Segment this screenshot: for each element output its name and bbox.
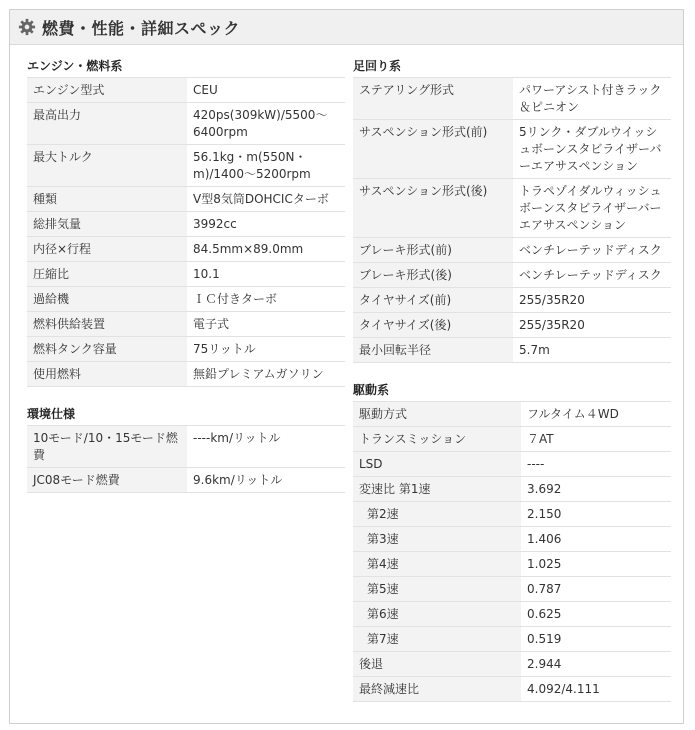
spec-value: 84.5mm×89.0mm [187, 237, 345, 262]
spec-label: エンジン型式 [27, 78, 187, 103]
spec-label: 第3速 [353, 527, 521, 552]
spec-label: 種類 [27, 187, 187, 212]
spec-row [353, 263, 671, 288]
spec-value: 255/35R20 [513, 288, 671, 313]
left-column [27, 55, 345, 493]
spec-table [353, 77, 671, 363]
spec-value: 3.692 [521, 477, 671, 502]
spec-row [353, 338, 671, 363]
spec-value: フルタイム４WD [521, 402, 671, 427]
spec-row [353, 179, 671, 238]
spec-label: 10モード/10・15モード燃費 [27, 426, 187, 468]
spec-value: ベンチレーテッドディスク [513, 238, 671, 263]
page-title: 燃費・性能・詳細スペック [42, 18, 241, 38]
spec-label: 内径×行程 [27, 237, 187, 262]
spec-label: 後退 [353, 652, 521, 677]
spec-value: ---- [521, 452, 671, 477]
spec-value: 1.025 [521, 552, 671, 577]
spec-value: 0.625 [521, 602, 671, 627]
spec-row [27, 78, 345, 103]
spec-label: JC08モード燃費 [27, 468, 187, 493]
spec-row [27, 312, 345, 337]
spec-table [27, 77, 345, 387]
spec-row [353, 627, 671, 652]
spec-value: 2.150 [521, 502, 671, 527]
section-title: 環境仕様 [27, 407, 76, 421]
spec-row [353, 577, 671, 602]
spec-row [27, 145, 345, 187]
spec-label: 第5速 [353, 577, 521, 602]
spec-label: 最大トルク [27, 145, 187, 187]
spec-value: 5リンク・ダブルウイッシュボーンスタビライザーバーエアサスペンション [513, 120, 671, 179]
spec-row [27, 468, 345, 493]
spec-label: 第2速 [353, 502, 521, 527]
spec-row [353, 402, 671, 427]
spec-table [353, 401, 671, 702]
spec-row [353, 120, 671, 179]
spec-value: 10.1 [187, 262, 345, 287]
spec-row [27, 426, 345, 468]
spec-label: トランスミッション [353, 427, 521, 452]
spec-label: 第7速 [353, 627, 521, 652]
spec-row [353, 677, 671, 702]
spec-value: 3992cc [187, 212, 345, 237]
spec-row [353, 78, 671, 120]
spec-label: 過給機 [27, 287, 187, 312]
spec-label: ステアリング形式 [353, 78, 513, 120]
spec-label: 駆動方式 [353, 402, 521, 427]
spec-label: 圧縮比 [27, 262, 187, 287]
spec-label: タイヤサイズ(後) [353, 313, 513, 338]
spec-label: 変速比 第1速 [353, 477, 521, 502]
spec-row [27, 362, 345, 387]
spec-row [353, 527, 671, 552]
spec-label: 第6速 [353, 602, 521, 627]
spec-value: 420ps(309kW)/5500～6400rpm [187, 103, 345, 145]
section-title: エンジン・燃料系 [27, 59, 123, 73]
panel-header [10, 10, 683, 45]
spec-value: 電子式 [187, 312, 345, 337]
spec-row [27, 187, 345, 212]
right-column [353, 55, 671, 702]
spec-value: 無鉛プレミアムガソリン [187, 362, 345, 387]
spec-value: パワーアシスト付きラック＆ピニオン [513, 78, 671, 120]
spec-label: 最終減速比 [353, 677, 521, 702]
spec-label: サスペンション形式(後) [353, 179, 513, 238]
spec-label: 総排気量 [27, 212, 187, 237]
spec-label: 使用燃料 [27, 362, 187, 387]
spec-row [353, 238, 671, 263]
spec-row [27, 262, 345, 287]
spec-value: ７AT [521, 427, 671, 452]
gear-icon [18, 18, 36, 36]
spec-value: 56.1kg・m(550N・m)/1400～5200rpm [187, 145, 345, 187]
spec-value: 5.7m [513, 338, 671, 363]
spec-panel [9, 9, 684, 724]
spec-row [27, 287, 345, 312]
spec-value: トラペゾイダルウィッシュボーンスタビライザーバーエアサスペンション [513, 179, 671, 238]
spec-row [27, 337, 345, 362]
spec-value: ベンチレーテッドディスク [513, 263, 671, 288]
spec-label: 最高出力 [27, 103, 187, 145]
spec-row [353, 652, 671, 677]
spec-label: サスペンション形式(前) [353, 120, 513, 179]
spec-row [27, 103, 345, 145]
spec-value: 255/35R20 [513, 313, 671, 338]
spec-table [27, 425, 345, 493]
spec-label: 燃料供給装置 [27, 312, 187, 337]
spec-row [353, 288, 671, 313]
spec-label: 燃料タンク容量 [27, 337, 187, 362]
spec-row [353, 602, 671, 627]
spec-label: ブレーキ形式(前) [353, 238, 513, 263]
section-title: 足回り系 [353, 59, 402, 73]
spec-label: 第4速 [353, 552, 521, 577]
spec-row [27, 237, 345, 262]
spec-value: 1.406 [521, 527, 671, 552]
section-title: 駆動系 [353, 383, 390, 397]
spec-label: タイヤサイズ(前) [353, 288, 513, 313]
spec-row [353, 427, 671, 452]
spec-row [353, 313, 671, 338]
spec-row [353, 502, 671, 527]
spec-value: V型8気筒DOHCICターボ [187, 187, 345, 212]
spec-value: 9.6km/リットル [187, 468, 345, 493]
spec-row [27, 212, 345, 237]
spec-value: ----km/リットル [187, 426, 345, 468]
spec-row [353, 552, 671, 577]
spec-value: 0.519 [521, 627, 671, 652]
spec-label: ブレーキ形式(後) [353, 263, 513, 288]
spec-value: ＩＣ付きターボ [187, 287, 345, 312]
spec-row [353, 477, 671, 502]
spec-value: CEU [187, 78, 345, 103]
spec-row [353, 452, 671, 477]
spec-value: 0.787 [521, 577, 671, 602]
spec-value: 2.944 [521, 652, 671, 677]
spec-value: 4.092/4.111 [521, 677, 671, 702]
spec-label: 最小回転半径 [353, 338, 513, 363]
spec-label: LSD [353, 452, 521, 477]
spec-value: 75リットル [187, 337, 345, 362]
